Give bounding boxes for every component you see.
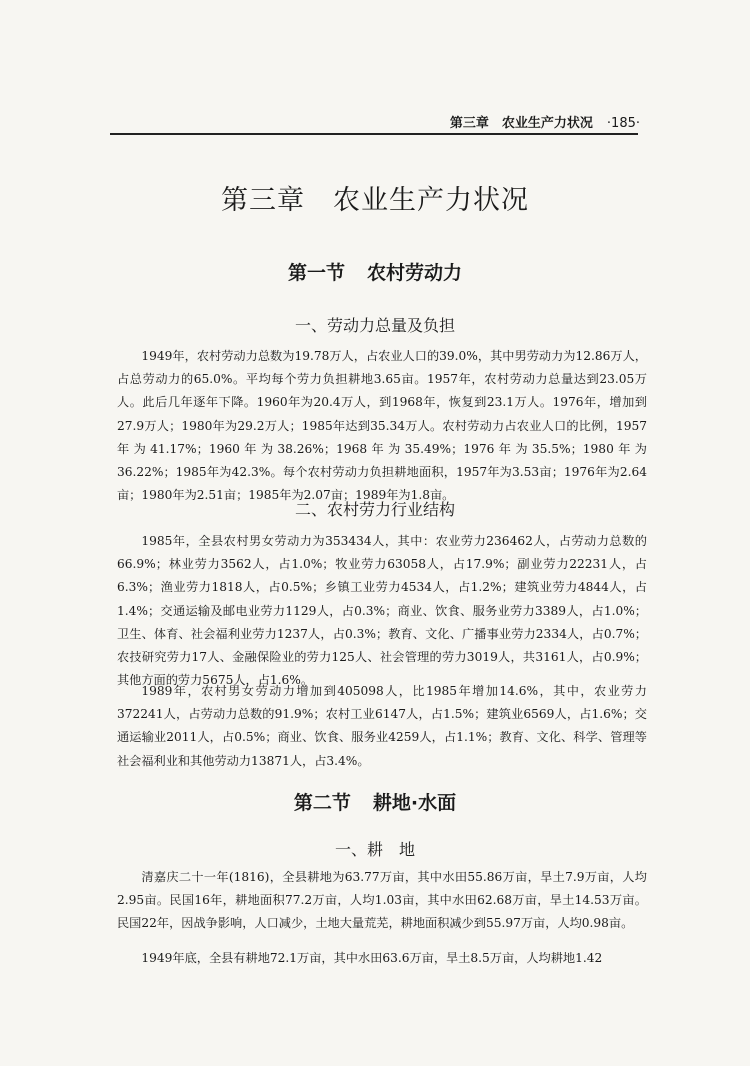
paragraph-1-2-2: 1989年，农村男女劳动力增加到405098人，比1985年增加14.6%，其中，农业劳力372241人，占劳动力总数的91.9%；农村工业6147人，占1.5%；建筑业6569人，占1.6%；交通运输业2011人，占0.5%；商业、饮食、服务业4259人，占1.1%；教育、文化、科学、管理等社会福利业和其他劳动力13871人，占3.4%。 <box>117 684 647 768</box>
section-2-number: 第二节 <box>293 792 351 814</box>
subsection-1-2-title: 二、农村劳力行业结构 <box>294 500 455 519</box>
running-head <box>110 112 640 131</box>
section-1-title <box>0 258 750 285</box>
running-title: 第三章 农业生产力状况 <box>449 116 593 131</box>
chapter-name: 农业生产力状况 <box>333 185 529 216</box>
section-1-number: 第一节 <box>287 262 345 284</box>
subsection-1-1-title: 一、劳动力总量及负担 <box>294 316 455 335</box>
section-1-name: 农村劳动力 <box>367 262 463 284</box>
page-number: ·185· <box>606 116 640 131</box>
section-2-name: 耕地·水面 <box>372 792 457 814</box>
paragraph-2-1-2: 1949年底，全县有耕地72.1万亩，其中水田63.6万亩，旱土8.5万亩，人均耕地1.42 <box>141 951 603 965</box>
subsection-2-1-title: 一、耕 地 <box>334 840 415 859</box>
paragraph-2-1-1: 清嘉庆二十一年(1816)，全县耕地为63.77万亩，其中水田55.86万亩，旱土7.9万亩，人均2.95亩。民国16年，耕地面积77.2万亩，人均1.03亩，其中水田62.68万亩，旱土14.53万亩。民国22年，因战争影响，人口减少，土地大量荒芜，耕地面积减少到55.97万亩，人均0.98亩。 <box>117 870 647 931</box>
header-rule <box>110 133 638 135</box>
section-2-title <box>0 788 750 815</box>
chapter-title <box>0 178 750 217</box>
paragraph-1-1-1: 1949年，农村劳动力总数为19.78万人，占农业人口的39.0%，其中男劳动力为12.86万人，占总劳动力的65.0%。平均每个劳力负担耕地3.65亩。1957年，农村劳动力总量达到23.05万人。此后几年逐年下降。1960年为20.4万人，到1968年，恢复到23.1万人。1976年，增加到27.9万人；1980年为29.2万人；1985年达到35.34万人。农村劳动力占农业人口的比例，1957年为41.17%；1960年为38.26%；1968年为35.49%；1976年为35.5%；1980年为36.22%；1985年为42.3%。每个农村劳动力负担耕地面积，1957年为3.53亩；1976年为2.64亩；1980年为2.51亩；1985年为2.07亩；1989年为1.8亩。 <box>117 349 647 503</box>
paragraph-1-2-1: 1985年，全县农村男女劳动力为353434人，其中：农业劳力236462人，占劳动力总数的66.9%；林业劳力3562人，占1.0%；牧业劳力63058人，占17.9%；副业劳力22231人，占6.3%；渔业劳力1818人，占0.5%；乡镇工业劳力4534人，占1.2%；建筑业劳力4844人，占1.4%；交通运输及邮电业劳力1129人，占0.3%；商业、饮食、服务业劳力3389人，占1.0%；卫生、体育、社会福利业劳力1237人，占0.3%；教育、文化、广播事业劳力2334人，占0.7%；农技研究劳力17人、金融保险业的劳力125人、社会管理的劳力3019人，共3161人，占0.9%；其他方面的劳力5675人，占1.6%。 <box>117 534 647 688</box>
chapter-number: 第三章 <box>221 185 305 216</box>
